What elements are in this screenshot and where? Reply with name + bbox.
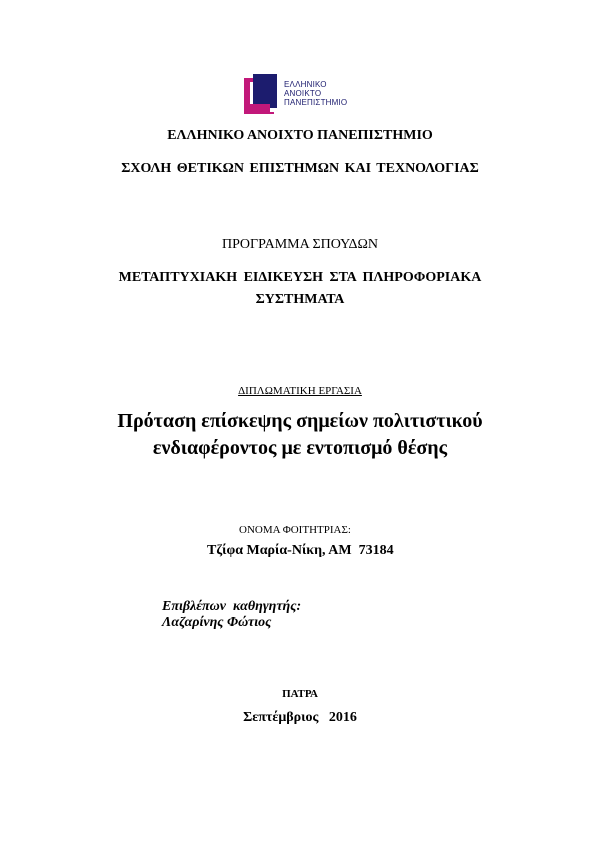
logo-line-1: ΕΛΛΗΝΙΚΟ bbox=[284, 80, 327, 89]
date: Σεπτέμβριος 2016 bbox=[243, 710, 357, 725]
program-name-line-2: ΣΥΣΤΗΜΑΤΑ bbox=[255, 292, 345, 307]
logo-wordmark bbox=[284, 80, 347, 107]
university-name: ΕΛΛΗΝΙΚΟ ΑΝΟΙΧΤΟ ΠΑΝΕΠΙΣΤΗΜΙΟ bbox=[167, 128, 433, 143]
program-label: ΠΡΟΓΡΑΜΜΑ ΣΠΟΥΔΩΝ bbox=[221, 237, 378, 252]
city: ΠΑΤΡΑ bbox=[282, 688, 318, 700]
logo-line-2: ΑΝΟΙΚΤΟ bbox=[284, 89, 322, 98]
school-name: ΣΧΟΛΗ ΘΕΤΙΚΩΝ ΕΠΙΣΤΗΜΩΝ ΚΑΙ ΤΕΧΝΟΛΟΓΙΑΣ bbox=[121, 161, 479, 176]
logo-line-3: ΠΑΝΕΠΙΣΤΗΜΙΟ bbox=[284, 98, 348, 107]
supervisor-label: Επιβλέπων καθηγητής: bbox=[162, 599, 302, 614]
supervisor-name: Λαζαρίνης Φώτιος bbox=[162, 615, 272, 630]
thesis-label: ΔΙΠΛΩΜΑΤΙΚΗ ΕΡΓΑΣΙΑ bbox=[238, 385, 362, 397]
student-label: ΟΝΟΜΑ ΦΟΙΤΗΤΡΙΑΣ: bbox=[239, 524, 351, 536]
thesis-title-line-1: Πρόταση επίσκεψης σημείων πολιτιστικού bbox=[117, 410, 483, 432]
student-name: Τζίφα Μαρία-Νίκη, ΑΜ 73184 bbox=[207, 543, 394, 558]
university-logo bbox=[244, 74, 354, 118]
thesis-title-line-2: ενδιαφέροντος με εντοπισμό θέσης bbox=[152, 437, 448, 459]
program-name-line-1: ΜΕΤΑΠΤΥΧΙΑΚΗ ΕΙΔΙΚΕΥΣΗ ΣΤΑ ΠΛΗΡΟΦΟΡΙΑΚΑ bbox=[118, 270, 482, 285]
eap-logo-icon bbox=[244, 74, 280, 118]
